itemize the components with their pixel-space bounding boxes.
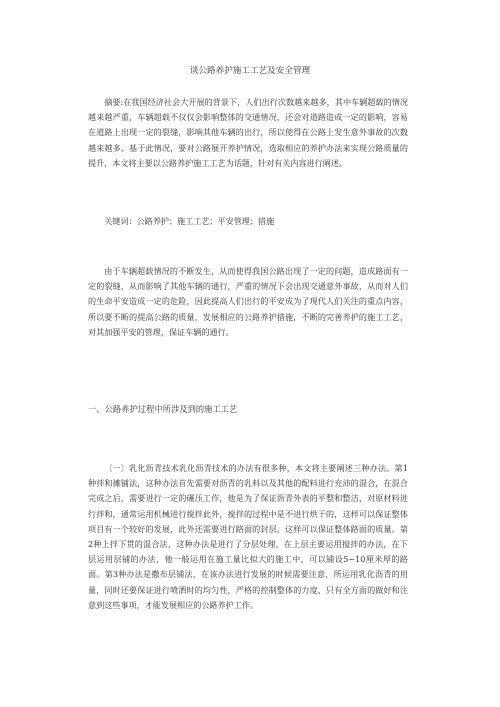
section-heading-1: 一、公路养护过程中所涉及到的施工工艺 (88, 404, 238, 414)
intro-paragraph: 由于车辆超载情况的不断发生，从而使得我国公路出现了一定的问题，造成路面有一定的裂缝，从而影响了其他车辆的通行，严重的情况下会出现交通意外事故，从而对人们的生命平安造成一定的危险，因此提高人们出行的平安成为了现代人们关注的重点内容，所以要不断的提高公路的质量，发展相应的公路养护措施，不断的完善养护的施工工艺，对其加强平安的管理，保证车辆的通行。 (88, 266, 408, 337)
keywords-line: 关键词：公路养护；施工工艺；平安管理；措施 (104, 216, 275, 226)
abstract-paragraph: 摘要:在我国经济社会大开展的背景下，人们出行次数越来越多，其中车辆超载的情况越来越严重，车辆超载不仅仅会影响整体的交通情况，还会对道路造成一定的影响，容易在道路上出现一定的裂缝，影响其他车辆的出行，所以使得在公路上发生意外事故的次数越来越多。基于此情况，要对公路展开养护情况，选取相应的养护办法来实现公路质量的提升，本文将主要以公路养护施工工艺为话题，针对有关内容进行阐述。 (88, 97, 408, 168)
section-1-paragraph: 〔一〕乳化沥青技术乳化沥青技术的办法有很多种，本文将主要阐述三种办法。第1种拌和摊铺法，这种办法首先需要对沥青的乳料以及其他的配料进行充沛的混合，在混合完成之后，需要进行一定的碾压工作，他是为了保证沥青外表的平整和整洁，对原材料进行拌和，通常运用机械进行搅拌此外，搅拌的过程中是不进行烘干的，这样可以保证整体项目有一个较好的发展，此外还需要进行路面的封层，这样可以保证整体路面的质量。第2种上拌下贯的混合法，这种办法是进行了分层处理，在上层主要运用搅拌的办法，在下层运用层铺的办法，他一般运用在施工量比拟大的施工中，可以铺设5~10厘米厚的路面。第3种办法是撒布层铺法，在该办法进行发展的时候需要注意，所运用乳化沥青的用量，同时还要保证进行喷洒时的均匀性，严格的控制整体的力度，只有全方面的做好和注意到这些事项，才能发展相应的公路养护工作。 (88, 463, 408, 610)
document-title: 谈公路养护施工工艺及安全管理 (189, 66, 311, 76)
